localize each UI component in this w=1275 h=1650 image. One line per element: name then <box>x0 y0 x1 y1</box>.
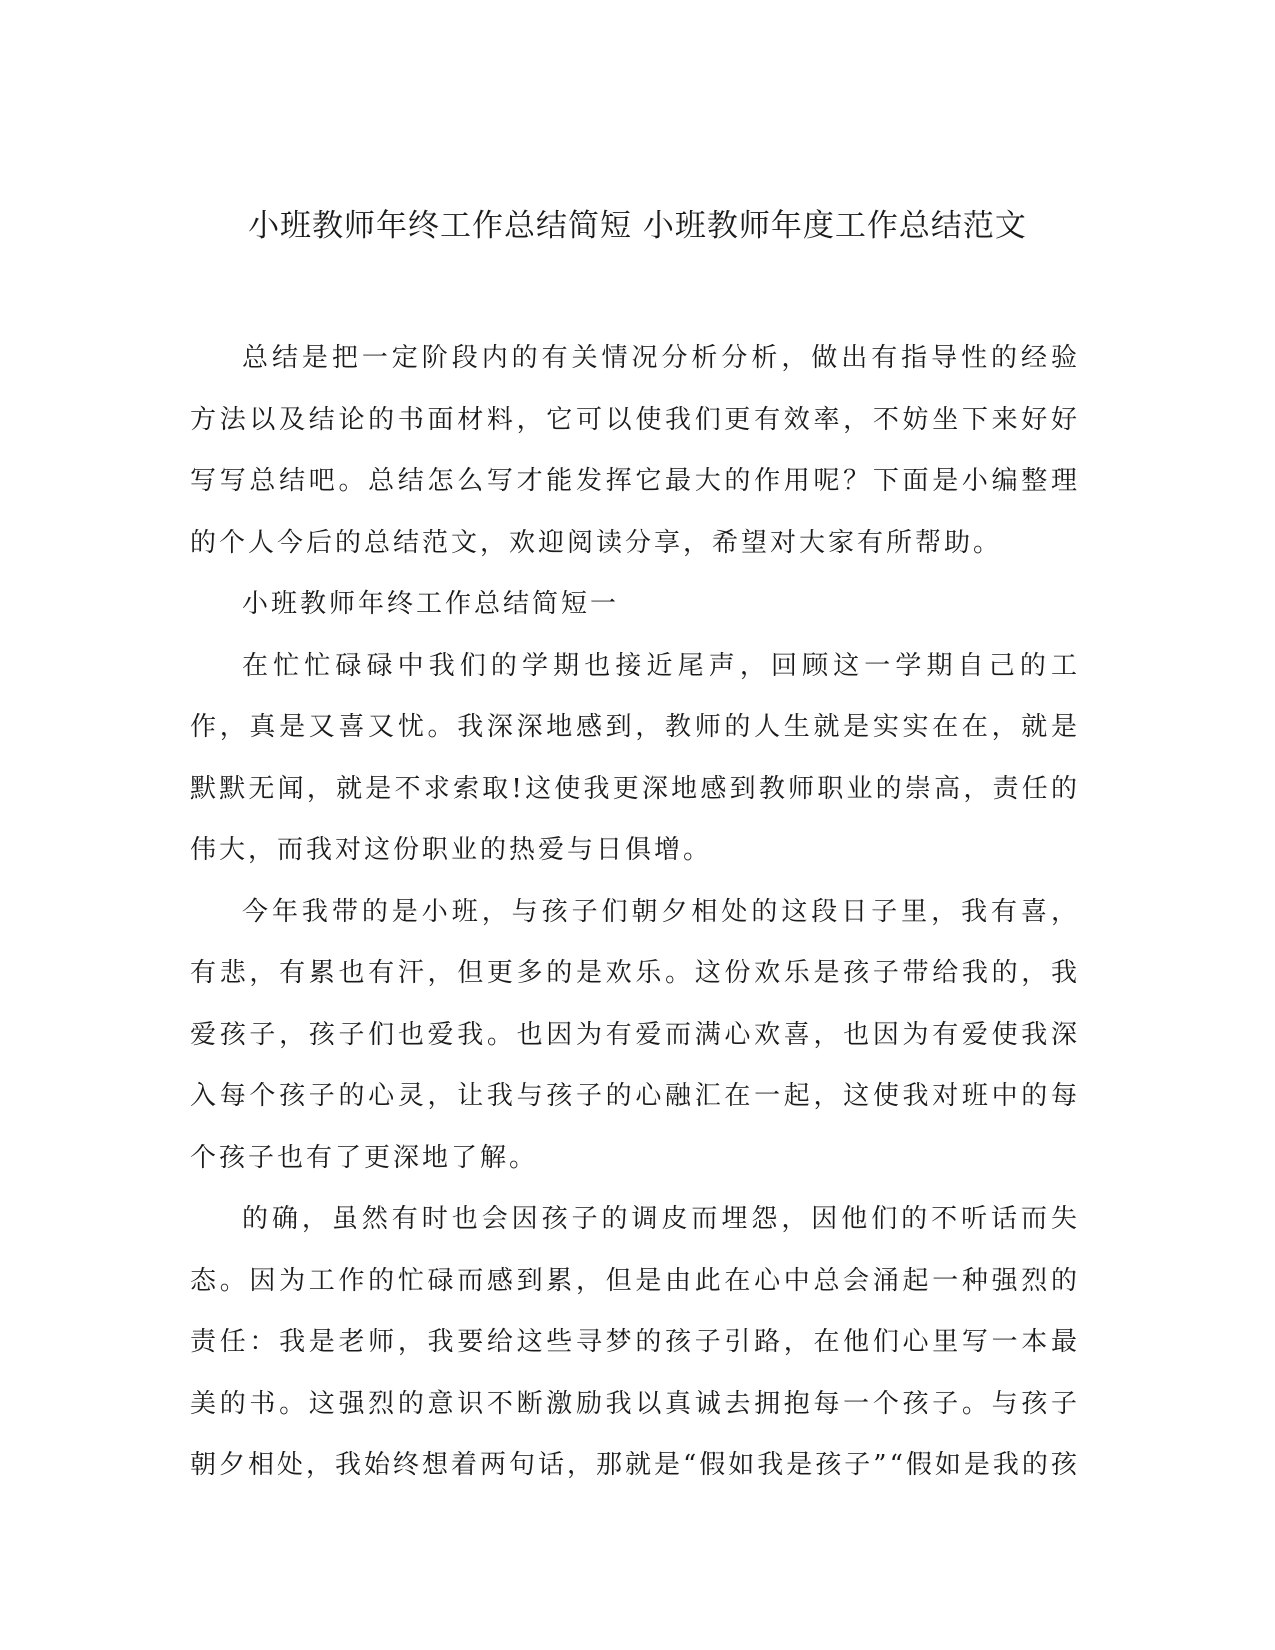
paragraph: 今年我带的是小班，与孩子们朝夕相处的这段日子里，我有喜，有悲，有累也有汗，但更多的是欢乐。这份欢乐是孩子带给我的，我爱孩子，孩子们也爱我。也因为有爱而满心欢喜，也因为有爱使我深入每个孩子的心灵，让我与孩子的心融汇在一起，这使我对班中的每个孩子也有了更深地了解。 <box>190 896 1080 1173</box>
paragraph-intro: 总结是把一定阶段内的有关情况分析分析，做出有指导性的经验方法以及结论的书面材料，它可以使我们更有效率，不妨坐下来好好写写总结吧。总结怎么写才能发挥它最大的作用呢？下面是小编整理的个人今后的总结范文，欢迎阅读分享，希望对大家有所帮助。 <box>190 343 1080 558</box>
document-title: 小班教师年终工作总结简短 小班教师年度工作总结范文 <box>248 208 1027 244</box>
paragraph: 在忙忙碌碌中我们的学期也接近尾声，回顾这一学期自己的工作，真是又喜又忧。我深深地感到，教师的人生就是实实在在，就是默默无闻，就是不求索取!这使我更深地感到教师职业的崇高，责任的伟大，而我对这份职业的热爱与日俱增。 <box>190 650 1080 865</box>
section-heading: 小班教师年终工作总结简短一 <box>242 589 620 619</box>
paragraph: 的确，虽然有时也会因孩子的调皮而埋怨，因他们的不听话而失态。因为工作的忙碌而感到累，但是由此在心中总会涌起一种强烈的责任：我是老师，我要给这些寻梦的孩子引路，在他们心里写一本最美的书。这强烈的意识不断激励我以真诚去拥抱每一个孩子。与孩子朝夕相处，我始终想着两句话，那就是“假如我是孩子”“假如是我的孩 <box>190 1204 1080 1480</box>
document-body <box>190 328 1080 1497</box>
